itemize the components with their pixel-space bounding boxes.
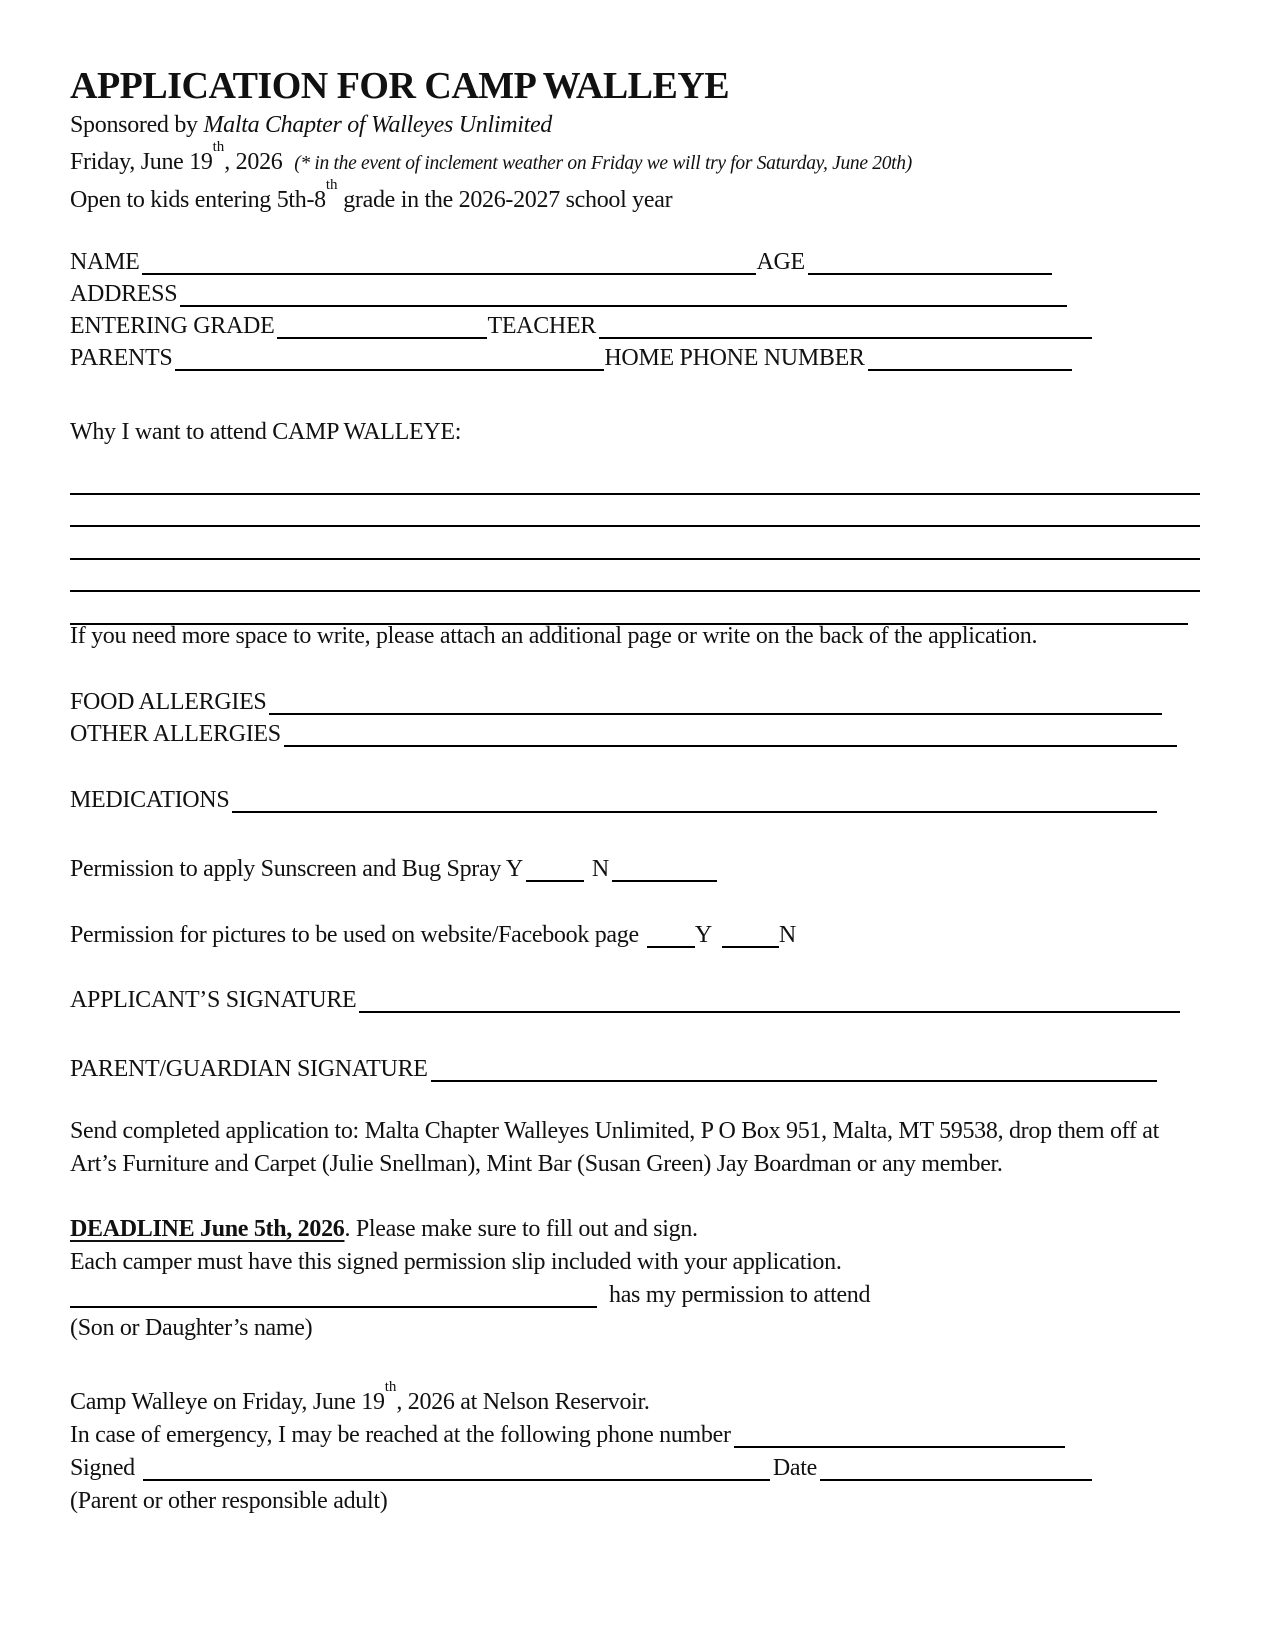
date-blank xyxy=(820,1473,1092,1481)
sponsor-organization: Malta Chapter of Walleyes Unlimited xyxy=(203,112,553,138)
permission-slip-section xyxy=(70,1213,1200,1345)
medications-label: MEDICATIONS xyxy=(70,786,230,813)
sunscreen-permission-label: Permission to apply Sunscreen and Bug Spray Y xyxy=(70,855,523,882)
other-allergies-blank xyxy=(284,739,1177,747)
emergency-phone-row xyxy=(70,1419,1200,1452)
essay-prompt: Why I want to attend CAMP WALLEYE: xyxy=(70,419,462,445)
slip-requirement-line: Each camper must have this signed permission slip included with your application. xyxy=(70,1248,842,1275)
signed-date-row xyxy=(70,1452,1200,1485)
child-name-blank xyxy=(70,1300,597,1308)
parent-signature-blank xyxy=(431,1074,1157,1082)
teacher-blank xyxy=(599,331,1092,339)
event-location-line xyxy=(70,1380,1200,1419)
pictures-no-label: N xyxy=(778,921,796,948)
applicant-signature-blank xyxy=(359,1005,1180,1013)
pictures-yes-blank xyxy=(647,940,695,948)
child-name-hint: (Son or Daughter’s name) xyxy=(70,1314,313,1341)
parents-phone-row xyxy=(70,342,1200,374)
applicant-signature-row xyxy=(70,984,1200,1016)
essay-write-area xyxy=(70,462,1200,625)
address-label: ADDRESS xyxy=(70,281,178,307)
pictures-permission-row xyxy=(70,919,1200,951)
allergies-section xyxy=(70,686,1200,750)
attend-text: has my permission to attend xyxy=(609,1281,871,1308)
age-label: AGE xyxy=(756,249,805,275)
food-allergies-row xyxy=(70,686,1200,718)
sunscreen-no-blank xyxy=(612,874,717,882)
name-blank xyxy=(142,267,756,275)
address-row xyxy=(70,278,1200,310)
applicant-signature-label: APPLICANT’S SIGNATURE xyxy=(70,986,357,1013)
eligibility-suffix: grade in the 2026-2027 school year xyxy=(337,187,673,213)
address-blank xyxy=(180,299,1067,307)
deadline-rest: . Please make sure to fill out and sign. xyxy=(344,1215,698,1242)
medications-row xyxy=(70,784,1200,816)
entering-grade-blank xyxy=(277,331,487,339)
deadline-text: DEADLINE June 5th, 2026 xyxy=(70,1215,345,1242)
signed-label: Signed xyxy=(70,1454,135,1481)
parents-label: PARENTS xyxy=(70,345,173,371)
name-age-row xyxy=(70,246,1200,278)
teacher-label: TEACHER xyxy=(487,313,597,339)
parents-blank xyxy=(175,363,604,371)
home-phone-blank xyxy=(868,363,1072,371)
more-space-note: If you need more space to write, please attach an additional page or write on the back of the application. xyxy=(70,622,1038,649)
emergency-signature-section xyxy=(70,1380,1200,1518)
sunscreen-no-label: N xyxy=(591,855,609,882)
age-blank xyxy=(808,267,1052,275)
name-label: NAME xyxy=(70,249,140,275)
event-date-text: Friday, June 19 xyxy=(70,149,213,175)
event-date-line xyxy=(70,141,1200,179)
other-allergies-row xyxy=(70,718,1200,750)
sunscreen-yes-blank xyxy=(526,874,584,882)
pictures-yes-label: Y xyxy=(694,921,712,948)
adult-hint: (Parent or other responsible adult) xyxy=(70,1487,388,1514)
sponsor-prefix: Sponsored by xyxy=(70,112,204,138)
emergency-phone-label: In case of emergency, I may be reached at the following phone number xyxy=(70,1421,731,1448)
camper-info-section xyxy=(70,246,1200,374)
eligibility-line xyxy=(70,179,1200,216)
essay-write-line xyxy=(70,527,1200,560)
parent-signature-row xyxy=(70,1053,1200,1085)
event-date-year: , 2026 xyxy=(224,149,289,175)
submission-instructions: Send completed application to: Malta Chapter Walleyes Unlimited, P O Box 951, Malta, MT 59538, drop them off at Art’s Furniture and Carpet (Julie Snellman), Mint Bar (Susan Green) Jay Boardman or any member. xyxy=(70,1117,1160,1177)
medications-blank xyxy=(232,805,1157,813)
form-title: APPLICATION FOR CAMP WALLEYE xyxy=(70,65,730,107)
food-allergies-label: FOOD ALLERGIES xyxy=(70,688,267,715)
eligibility-text: Open to kids entering 5th-8 xyxy=(70,187,326,213)
essay-write-line xyxy=(70,560,1200,593)
permission-to-attend-row xyxy=(70,1279,1200,1312)
signed-blank xyxy=(143,1473,770,1481)
entering-grade-label: ENTERING GRADE xyxy=(70,313,275,339)
deadline-line xyxy=(70,1213,1200,1246)
date-ordinal: th xyxy=(212,139,225,155)
home-phone-label: HOME PHONE NUMBER xyxy=(604,345,865,371)
eligibility-ordinal: th xyxy=(325,177,338,193)
event-location-suffix: , 2026 at Nelson Reservoir. xyxy=(396,1388,650,1415)
other-allergies-label: OTHER ALLERGIES xyxy=(70,720,281,747)
event-ordinal: th xyxy=(384,1378,397,1395)
essay-write-line xyxy=(70,462,1200,495)
weather-note: (* in the event of inclement weather on Friday we will try for Saturday, June 20th) xyxy=(294,153,912,174)
food-allergies-blank xyxy=(269,707,1162,715)
pictures-no-blank xyxy=(722,940,779,948)
event-location-text: Camp Walleye on Friday, June 19 xyxy=(70,1388,385,1415)
sponsor-line xyxy=(70,110,1200,141)
date-label: Date xyxy=(772,1454,817,1481)
essay-write-line xyxy=(70,495,1200,528)
pictures-permission-label: Permission for pictures to be used on website/Facebook page xyxy=(70,921,639,948)
parent-signature-label: PARENT/GUARDIAN SIGNATURE xyxy=(70,1055,428,1082)
emergency-phone-blank xyxy=(734,1440,1065,1448)
sunscreen-permission-row xyxy=(70,853,1200,885)
grade-teacher-row xyxy=(70,310,1200,342)
